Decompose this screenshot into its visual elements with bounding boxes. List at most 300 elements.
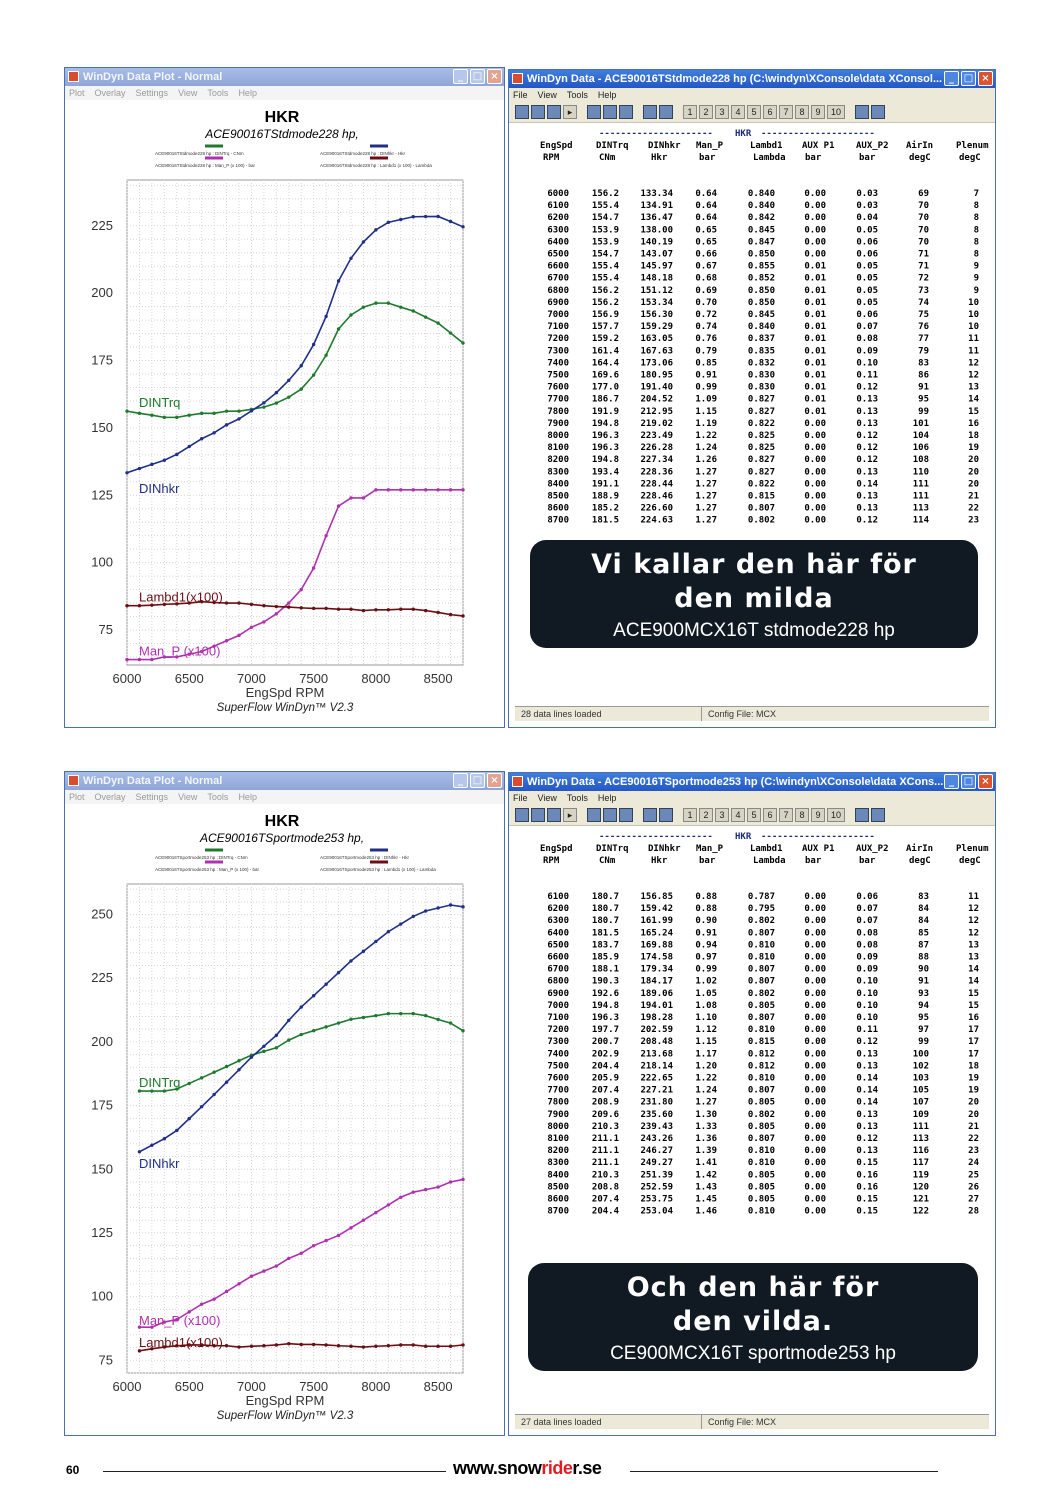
data-point	[387, 1344, 390, 1347]
play-icon[interactable]: ▸	[563, 808, 577, 822]
table-cell: 0.00	[804, 1061, 826, 1072]
column-header: Man_P	[696, 844, 724, 854]
table-rule: ---------------------	[761, 129, 875, 139]
table-cell: 1.24	[695, 1085, 717, 1096]
table-cell: 19	[968, 443, 979, 454]
data-point	[424, 1188, 427, 1191]
data-point	[262, 1050, 265, 1053]
page-button-4[interactable]: 4	[731, 808, 745, 822]
table-cell: 70	[918, 237, 929, 248]
table-cell: 7800	[547, 406, 569, 417]
data-point	[337, 1344, 340, 1347]
table-cell: 104	[912, 431, 929, 441]
table-cell: 0.14	[856, 1085, 878, 1096]
page-button-5[interactable]: 5	[747, 105, 761, 119]
table-cell: 198.28	[640, 1013, 673, 1023]
table-cell: 0.00	[804, 1000, 826, 1011]
table-cell: 0.12	[856, 382, 878, 393]
table-cell: 7900	[547, 1109, 569, 1120]
table-cell: 159.2	[591, 334, 619, 345]
table-cell: 7000	[547, 310, 569, 320]
edit-icon[interactable]	[619, 808, 633, 822]
menu-tools[interactable]: Tools	[207, 88, 229, 98]
table-cell: 7900	[547, 418, 569, 429]
chart-icon[interactable]	[855, 808, 869, 822]
column-header: Plenum	[956, 141, 989, 151]
table-cell: 9	[973, 261, 979, 272]
table-cell: 156.2	[591, 189, 619, 199]
table-cell: 0.00	[804, 952, 826, 963]
data-point	[387, 930, 390, 933]
plot-window-titlebar[interactable]	[65, 772, 504, 790]
page-button-6[interactable]: 6	[763, 808, 777, 822]
column-header: Man_P	[696, 141, 724, 151]
table-cell: 0.802	[747, 988, 775, 999]
table-cell: 153.9	[591, 237, 619, 248]
pen-icon[interactable]	[871, 808, 885, 822]
column-unit: bar	[699, 856, 716, 866]
table-cell: 0.805	[747, 1097, 775, 1108]
table-cell: 0.08	[856, 928, 878, 939]
data-point	[188, 445, 191, 448]
page-button-2[interactable]: 2	[699, 808, 713, 822]
open-folder-icon[interactable]	[531, 808, 545, 822]
close-icon[interactable]: ×	[487, 773, 502, 788]
minimize-icon[interactable]: _	[453, 69, 468, 84]
data-point	[374, 1345, 377, 1348]
table-title: HKR	[735, 832, 752, 842]
open-folder-icon[interactable]	[531, 105, 545, 119]
pen-icon[interactable]	[871, 105, 885, 119]
data-window-titlebar[interactable]	[509, 773, 995, 791]
y-tick-label: 175	[91, 1097, 113, 1113]
column-unit: degC	[959, 153, 981, 163]
page-button-10[interactable]: 10	[827, 105, 845, 119]
status-bar	[515, 706, 989, 721]
menu-help[interactable]: Help	[597, 793, 617, 803]
table-cell: 0.12	[856, 515, 878, 526]
table-cell: 174.58	[640, 952, 673, 963]
data-point	[374, 1014, 377, 1017]
table-cell: 17	[968, 1049, 979, 1060]
minimize-icon[interactable]: _	[944, 774, 959, 789]
table-cell: 7200	[547, 334, 569, 345]
table-cell: 0.00	[804, 479, 826, 490]
menu-settings[interactable]: Settings	[135, 88, 169, 98]
table-cell: 0.09	[856, 964, 878, 975]
table-cell: 0.05	[856, 225, 878, 236]
table-cell: 0.91	[695, 370, 717, 381]
table-cell: 11	[968, 346, 979, 357]
data-point	[262, 1045, 265, 1048]
table-cell: 0.807	[747, 976, 775, 987]
site-url[interactable]	[453, 1458, 601, 1479]
x-tick-label: 6000	[112, 1379, 142, 1394]
data-point	[412, 1190, 415, 1193]
page-button-10[interactable]: 10	[827, 808, 845, 822]
maximize-icon[interactable]: □	[961, 71, 976, 86]
table-cell: 6600	[547, 952, 569, 963]
data-point	[362, 240, 365, 243]
data-point	[337, 971, 340, 974]
data-point	[175, 453, 178, 456]
table-cell: 140.19	[640, 237, 673, 248]
data-point	[349, 1018, 352, 1021]
data-point	[449, 1345, 452, 1348]
menu-view[interactable]: View	[537, 793, 557, 803]
table-cell: 8300	[547, 467, 569, 478]
table-cell: 12	[968, 928, 979, 939]
table-cell: 0.01	[804, 406, 826, 417]
table-cell: 0.807	[747, 964, 775, 975]
menu-help[interactable]: Help	[238, 88, 257, 98]
plot-window-titlebar[interactable]	[65, 68, 504, 86]
data-point	[262, 405, 265, 408]
menu-file[interactable]: File	[513, 90, 528, 100]
data-point	[237, 601, 240, 604]
page-button-5[interactable]: 5	[747, 808, 761, 822]
page-button-6[interactable]: 6	[763, 105, 777, 119]
play-icon[interactable]: ▸	[563, 105, 577, 119]
print-icon[interactable]	[587, 105, 601, 119]
table-cell: 0.12	[856, 1037, 878, 1048]
data-point	[200, 437, 203, 440]
table-cell: 0.12	[856, 455, 878, 466]
table-cell: 121	[912, 1194, 929, 1205]
table-cell: 0.815	[747, 1037, 775, 1048]
table-cell: 163.05	[640, 334, 673, 345]
table-cell: 7100	[547, 322, 569, 333]
table-cell: 159.29	[640, 322, 673, 333]
table-cell: 157.7	[591, 322, 619, 333]
table-cell: 110	[912, 467, 929, 478]
table-cell: 0.00	[804, 491, 826, 502]
table-cell: 227.34	[640, 455, 673, 466]
column-header: EngSpd	[540, 844, 573, 854]
column-header: Lambd1	[750, 844, 783, 854]
table-cell: 91	[918, 976, 929, 987]
table-cell: 6600	[547, 261, 569, 272]
data-point	[250, 1055, 253, 1058]
minimize-icon[interactable]: _	[944, 71, 959, 86]
data-point	[225, 639, 228, 642]
table-cell: 167.63	[640, 346, 673, 357]
data-point	[312, 1029, 315, 1032]
dyno-chart	[65, 804, 504, 1435]
plot-frame	[127, 884, 463, 1373]
series-label: DINhkr	[139, 480, 180, 496]
column-header: DINhkr	[648, 844, 681, 854]
column-header: EngSpd	[540, 141, 573, 151]
page-button-8[interactable]: 8	[795, 105, 809, 119]
table-cell: 0.65	[695, 225, 717, 236]
table-cell: 183.7	[591, 940, 619, 951]
app-icon	[512, 73, 523, 84]
data-point	[387, 1012, 390, 1015]
data-point	[362, 305, 365, 308]
data-point	[287, 1019, 290, 1022]
table-cell: 205.9	[591, 1073, 619, 1084]
maximize-icon[interactable]: □	[470, 773, 485, 788]
note-icon[interactable]	[659, 808, 673, 822]
table-cell: 218.14	[640, 1061, 673, 1072]
table-cell: 71	[918, 261, 929, 272]
column-header: AirIn	[906, 844, 934, 854]
data-point	[449, 488, 452, 491]
table-cell: 0.67	[695, 261, 717, 272]
data-point	[412, 1012, 415, 1015]
data-point	[300, 1343, 303, 1346]
data-point	[436, 906, 439, 909]
table-cell: 10	[968, 297, 979, 308]
y-tick-label: 200	[91, 1033, 113, 1049]
table-cell: 13	[968, 952, 979, 963]
menu-help[interactable]: Help	[597, 90, 617, 100]
edit-icon[interactable]	[619, 105, 633, 119]
table-cell: 165.24	[640, 928, 673, 939]
save-icon[interactable]	[547, 105, 561, 119]
table-title: HKR	[735, 129, 752, 139]
page-button-4[interactable]: 4	[731, 105, 745, 119]
list-icon[interactable]	[643, 808, 657, 822]
menu-plot[interactable]: Plot	[69, 792, 85, 802]
table-cell: 173.06	[640, 358, 673, 369]
data-point	[250, 1345, 253, 1348]
menu-view[interactable]: View	[537, 90, 557, 100]
data-point	[200, 1105, 203, 1108]
page-button-9[interactable]: 9	[811, 808, 825, 822]
data-point	[374, 940, 377, 943]
table-cell: 1.24	[695, 443, 717, 454]
table-cell: 155.4	[591, 261, 619, 272]
table-cell: 219.02	[640, 418, 673, 429]
table-cell: 0.00	[804, 940, 826, 951]
table-cell: 24	[968, 1158, 979, 1169]
data-point	[200, 1076, 203, 1079]
column-unit: Hkr	[651, 856, 668, 866]
data-point	[225, 423, 228, 426]
x-tick-label: 8500	[423, 1379, 453, 1394]
page-button-9[interactable]: 9	[811, 105, 825, 119]
table-cell: 0.06	[856, 892, 878, 902]
page-button-1[interactable]: 1	[683, 105, 697, 119]
data-point	[138, 467, 141, 470]
table-cell: 8600	[547, 1194, 569, 1205]
data-point	[449, 331, 452, 334]
table-cell: 12	[968, 358, 979, 369]
table-cell: 7300	[547, 346, 569, 357]
y-tick-label: 100	[91, 1288, 113, 1304]
table-cell: 23	[968, 515, 979, 526]
page-button-2[interactable]: 2	[699, 105, 713, 119]
table-cell: 0.04	[856, 213, 878, 224]
y-tick-label: 175	[91, 352, 113, 368]
note-icon[interactable]	[659, 105, 673, 119]
data-point	[399, 1196, 402, 1199]
legend-entry: ACE90016TSportmode253 hp : Man_P (x 100) - bar	[155, 867, 259, 872]
data-point	[262, 1269, 265, 1272]
chart-title: HKR	[264, 813, 300, 830]
page-button-1[interactable]: 1	[683, 808, 697, 822]
table-cell: 188.9	[591, 491, 619, 502]
app-icon	[68, 775, 79, 786]
data-toolbar	[509, 805, 995, 826]
table-cell: 0.830	[747, 370, 775, 381]
list-icon[interactable]	[643, 105, 657, 119]
table-cell: 15	[968, 406, 979, 417]
chart-icon[interactable]	[855, 105, 869, 119]
table-cell: 211.1	[591, 1134, 619, 1144]
table-cell: 6300	[547, 225, 569, 236]
table-cell: 0.825	[747, 443, 775, 454]
data-point	[125, 604, 128, 607]
data-point	[237, 417, 240, 420]
save-icon[interactable]	[547, 808, 561, 822]
table-cell: 0.850	[747, 297, 775, 308]
table-cell: 0.805	[747, 1182, 775, 1193]
table-cell: 211.1	[591, 1146, 619, 1157]
data-point	[324, 534, 327, 537]
y-tick-label: 150	[91, 1161, 113, 1177]
data-point	[349, 1345, 352, 1348]
menu-overlay[interactable]: Overlay	[94, 88, 126, 98]
table-cell: 20	[968, 1109, 979, 1120]
table-cell: 177.0	[591, 382, 619, 393]
close-icon[interactable]: ×	[978, 774, 993, 789]
table-cell: 0.00	[804, 1013, 826, 1023]
data-point	[237, 634, 240, 637]
table-cell: 180.7	[591, 916, 619, 927]
open-icon[interactable]	[515, 808, 529, 822]
legend-entry: ACE90016TStdmode228 hp : Man_P (x 100) - bar	[155, 163, 255, 168]
table-cell: 0.840	[747, 201, 775, 212]
table-cell: 111	[912, 1121, 929, 1132]
page-button-8[interactable]: 8	[795, 808, 809, 822]
table-cell: 7400	[547, 358, 569, 369]
table-cell: 71	[918, 249, 929, 260]
data-window-titlebar[interactable]	[509, 70, 995, 88]
table-cell: 169.88	[640, 940, 673, 951]
menu-plot[interactable]: Plot	[69, 88, 85, 98]
menu-view[interactable]: View	[178, 792, 198, 802]
page-button-3[interactable]: 3	[715, 808, 729, 822]
menu-tools[interactable]: Tools	[566, 90, 588, 100]
data-point	[237, 1059, 240, 1062]
table-cell: 156.85	[640, 892, 673, 902]
table-cell: 0.01	[804, 273, 826, 284]
data-point	[125, 409, 128, 412]
table-cell: 0.01	[804, 310, 826, 320]
table-cell: 16	[968, 1013, 979, 1023]
data-point	[436, 321, 439, 324]
data-point	[324, 607, 327, 610]
table-cell: 0.15	[856, 1158, 878, 1169]
table-cell: 0.00	[804, 1182, 826, 1193]
software-label: SuperFlow WinDyn™ V2.3	[216, 702, 354, 714]
caption-box	[530, 540, 978, 648]
menu-file[interactable]: File	[513, 793, 528, 803]
table-cell: 114	[912, 515, 929, 526]
data-table	[509, 827, 995, 1247]
y-tick-label: 75	[98, 1352, 113, 1368]
footer-rule-left	[103, 1471, 446, 1472]
chart-subtitle: ACE90016TStdmode228 hp,	[205, 127, 359, 141]
data-point	[262, 1344, 265, 1347]
open-icon[interactable]	[515, 105, 529, 119]
table-cell: 0.832	[747, 358, 775, 369]
table-cell: 7700	[547, 1085, 569, 1096]
table-cell: 0.822	[747, 418, 775, 429]
data-point	[188, 1082, 191, 1085]
table-cell: 8200	[547, 455, 569, 466]
menu-tools[interactable]: Tools	[207, 792, 229, 802]
page-button-7[interactable]: 7	[779, 105, 793, 119]
menu-view[interactable]: View	[178, 88, 198, 98]
table-cell: 75	[918, 310, 929, 320]
menu-tools[interactable]: Tools	[566, 793, 588, 803]
table-cell: 8700	[547, 1206, 569, 1217]
table-cell: 76	[918, 322, 929, 333]
data-point	[412, 915, 415, 918]
table-cell: 8400	[547, 479, 569, 490]
graph-icon[interactable]	[603, 105, 617, 119]
x-axis-label: EngSpd RPM	[245, 685, 325, 700]
series-label: Lambd1(x100)	[139, 1334, 223, 1350]
page-button-7[interactable]: 7	[779, 808, 793, 822]
table-cell: 0.64	[695, 213, 717, 224]
table-cell: 0.07	[856, 916, 878, 927]
table-cell: 136.47	[640, 213, 673, 224]
page-button-3[interactable]: 3	[715, 105, 729, 119]
menu-help[interactable]: Help	[238, 792, 257, 802]
menu-settings[interactable]: Settings	[135, 792, 169, 802]
maximize-icon[interactable]: □	[470, 69, 485, 84]
table-cell: 0.00	[804, 1194, 826, 1205]
table-cell: 0.07	[856, 904, 878, 915]
column-unit: Lambda	[753, 153, 786, 163]
table-cell: 0.00	[804, 1109, 826, 1120]
table-cell: 186.7	[591, 394, 619, 405]
table-cell: 7600	[547, 382, 569, 393]
column-unit: RPM	[543, 153, 560, 163]
minimize-icon[interactable]: _	[453, 773, 468, 788]
table-cell: 70	[918, 201, 929, 212]
table-cell: 8200	[547, 1146, 569, 1157]
table-cell: 10	[968, 322, 979, 333]
table-cell: 6400	[547, 237, 569, 248]
close-icon[interactable]: ×	[487, 69, 502, 84]
data-point	[399, 305, 402, 308]
print-icon[interactable]	[587, 808, 601, 822]
table-cell: 0.807	[747, 503, 775, 514]
maximize-icon[interactable]: □	[961, 774, 976, 789]
table-cell: 0.00	[804, 237, 826, 248]
data-point	[200, 412, 203, 415]
table-cell: 1.15	[695, 406, 717, 417]
table-cell: 0.91	[695, 928, 717, 939]
table-cell: 207.4	[591, 1085, 619, 1096]
graph-icon[interactable]	[603, 808, 617, 822]
close-icon[interactable]: ×	[978, 71, 993, 86]
table-cell: 0.807	[747, 1013, 775, 1023]
menu-overlay[interactable]: Overlay	[94, 792, 126, 802]
table-cell: 0.13	[856, 1061, 878, 1072]
data-point	[387, 608, 390, 611]
data-point	[212, 412, 215, 415]
table-cell: 0.12	[856, 443, 878, 454]
chart-title: HKR	[264, 109, 300, 126]
series-label: DINTrq	[139, 395, 181, 411]
